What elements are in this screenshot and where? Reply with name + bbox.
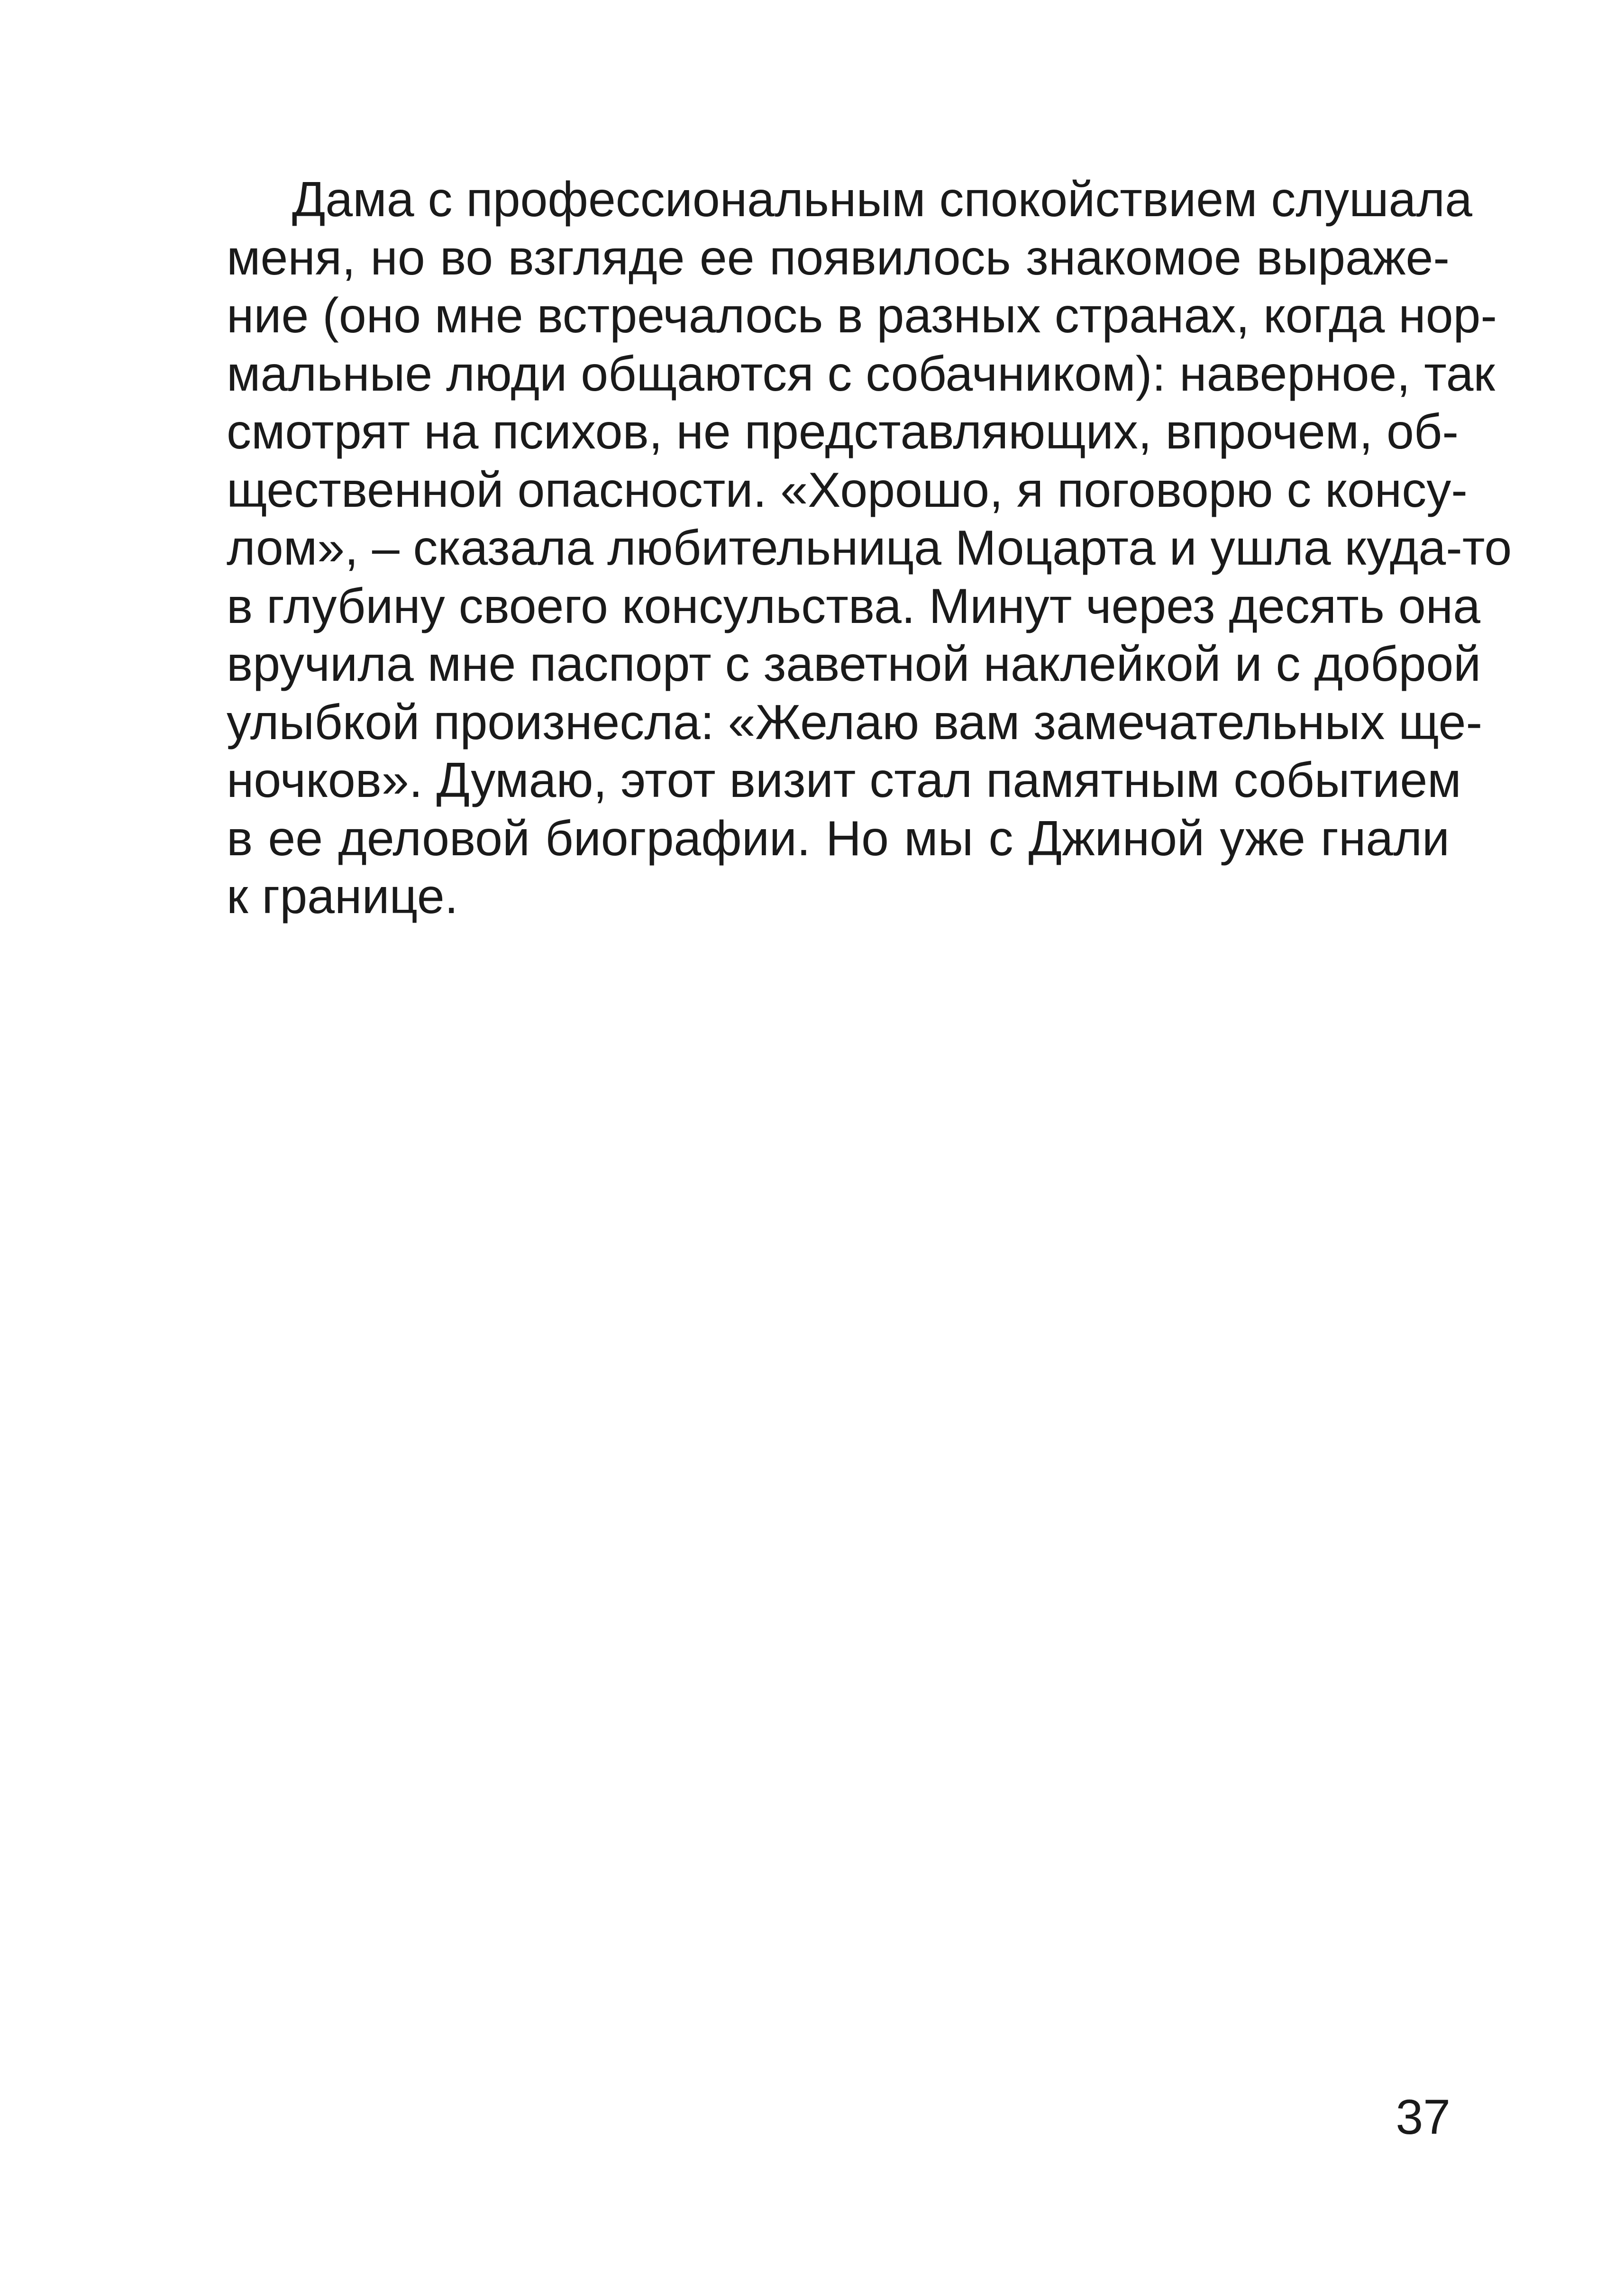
text-line: щественной опасности. «Хорошо, я поговорю с консу- bbox=[227, 462, 1468, 518]
text-line: лом», – сказала любительница Моцарта и ушла куда-то bbox=[227, 521, 1512, 576]
text-line: смотрят на психов, не представляющих, впрочем, об- bbox=[227, 404, 1459, 459]
text-line: вручила мне паспорт с заветной наклейкой и с доброй bbox=[227, 637, 1481, 692]
text-line: мальные люди общаются с собачником): наверное, так bbox=[227, 346, 1495, 402]
text-line: ние (оно мне встречалось в разных странах, когда нор- bbox=[227, 288, 1497, 343]
text-line: улыбкой произнесла: «Желаю вам замечательных ще- bbox=[227, 695, 1483, 750]
text-line: ночков». Думаю, этот визит стал памятным событием bbox=[227, 753, 1461, 808]
text-line: Дама с профессиональным спокойствием слушала bbox=[292, 172, 1472, 227]
page-number: 37 bbox=[1396, 2090, 1451, 2145]
text-line: к границе. bbox=[227, 869, 458, 924]
text-line: в ее деловой биографии. Но мы с Джиной уже гнали bbox=[227, 811, 1450, 866]
text-line: меня, но во взгляде ее появилось знакомое выраже- bbox=[227, 230, 1450, 285]
text-line: в глубину своего консульства. Минут через десять она bbox=[227, 578, 1480, 634]
body-paragraph bbox=[227, 171, 1512, 926]
